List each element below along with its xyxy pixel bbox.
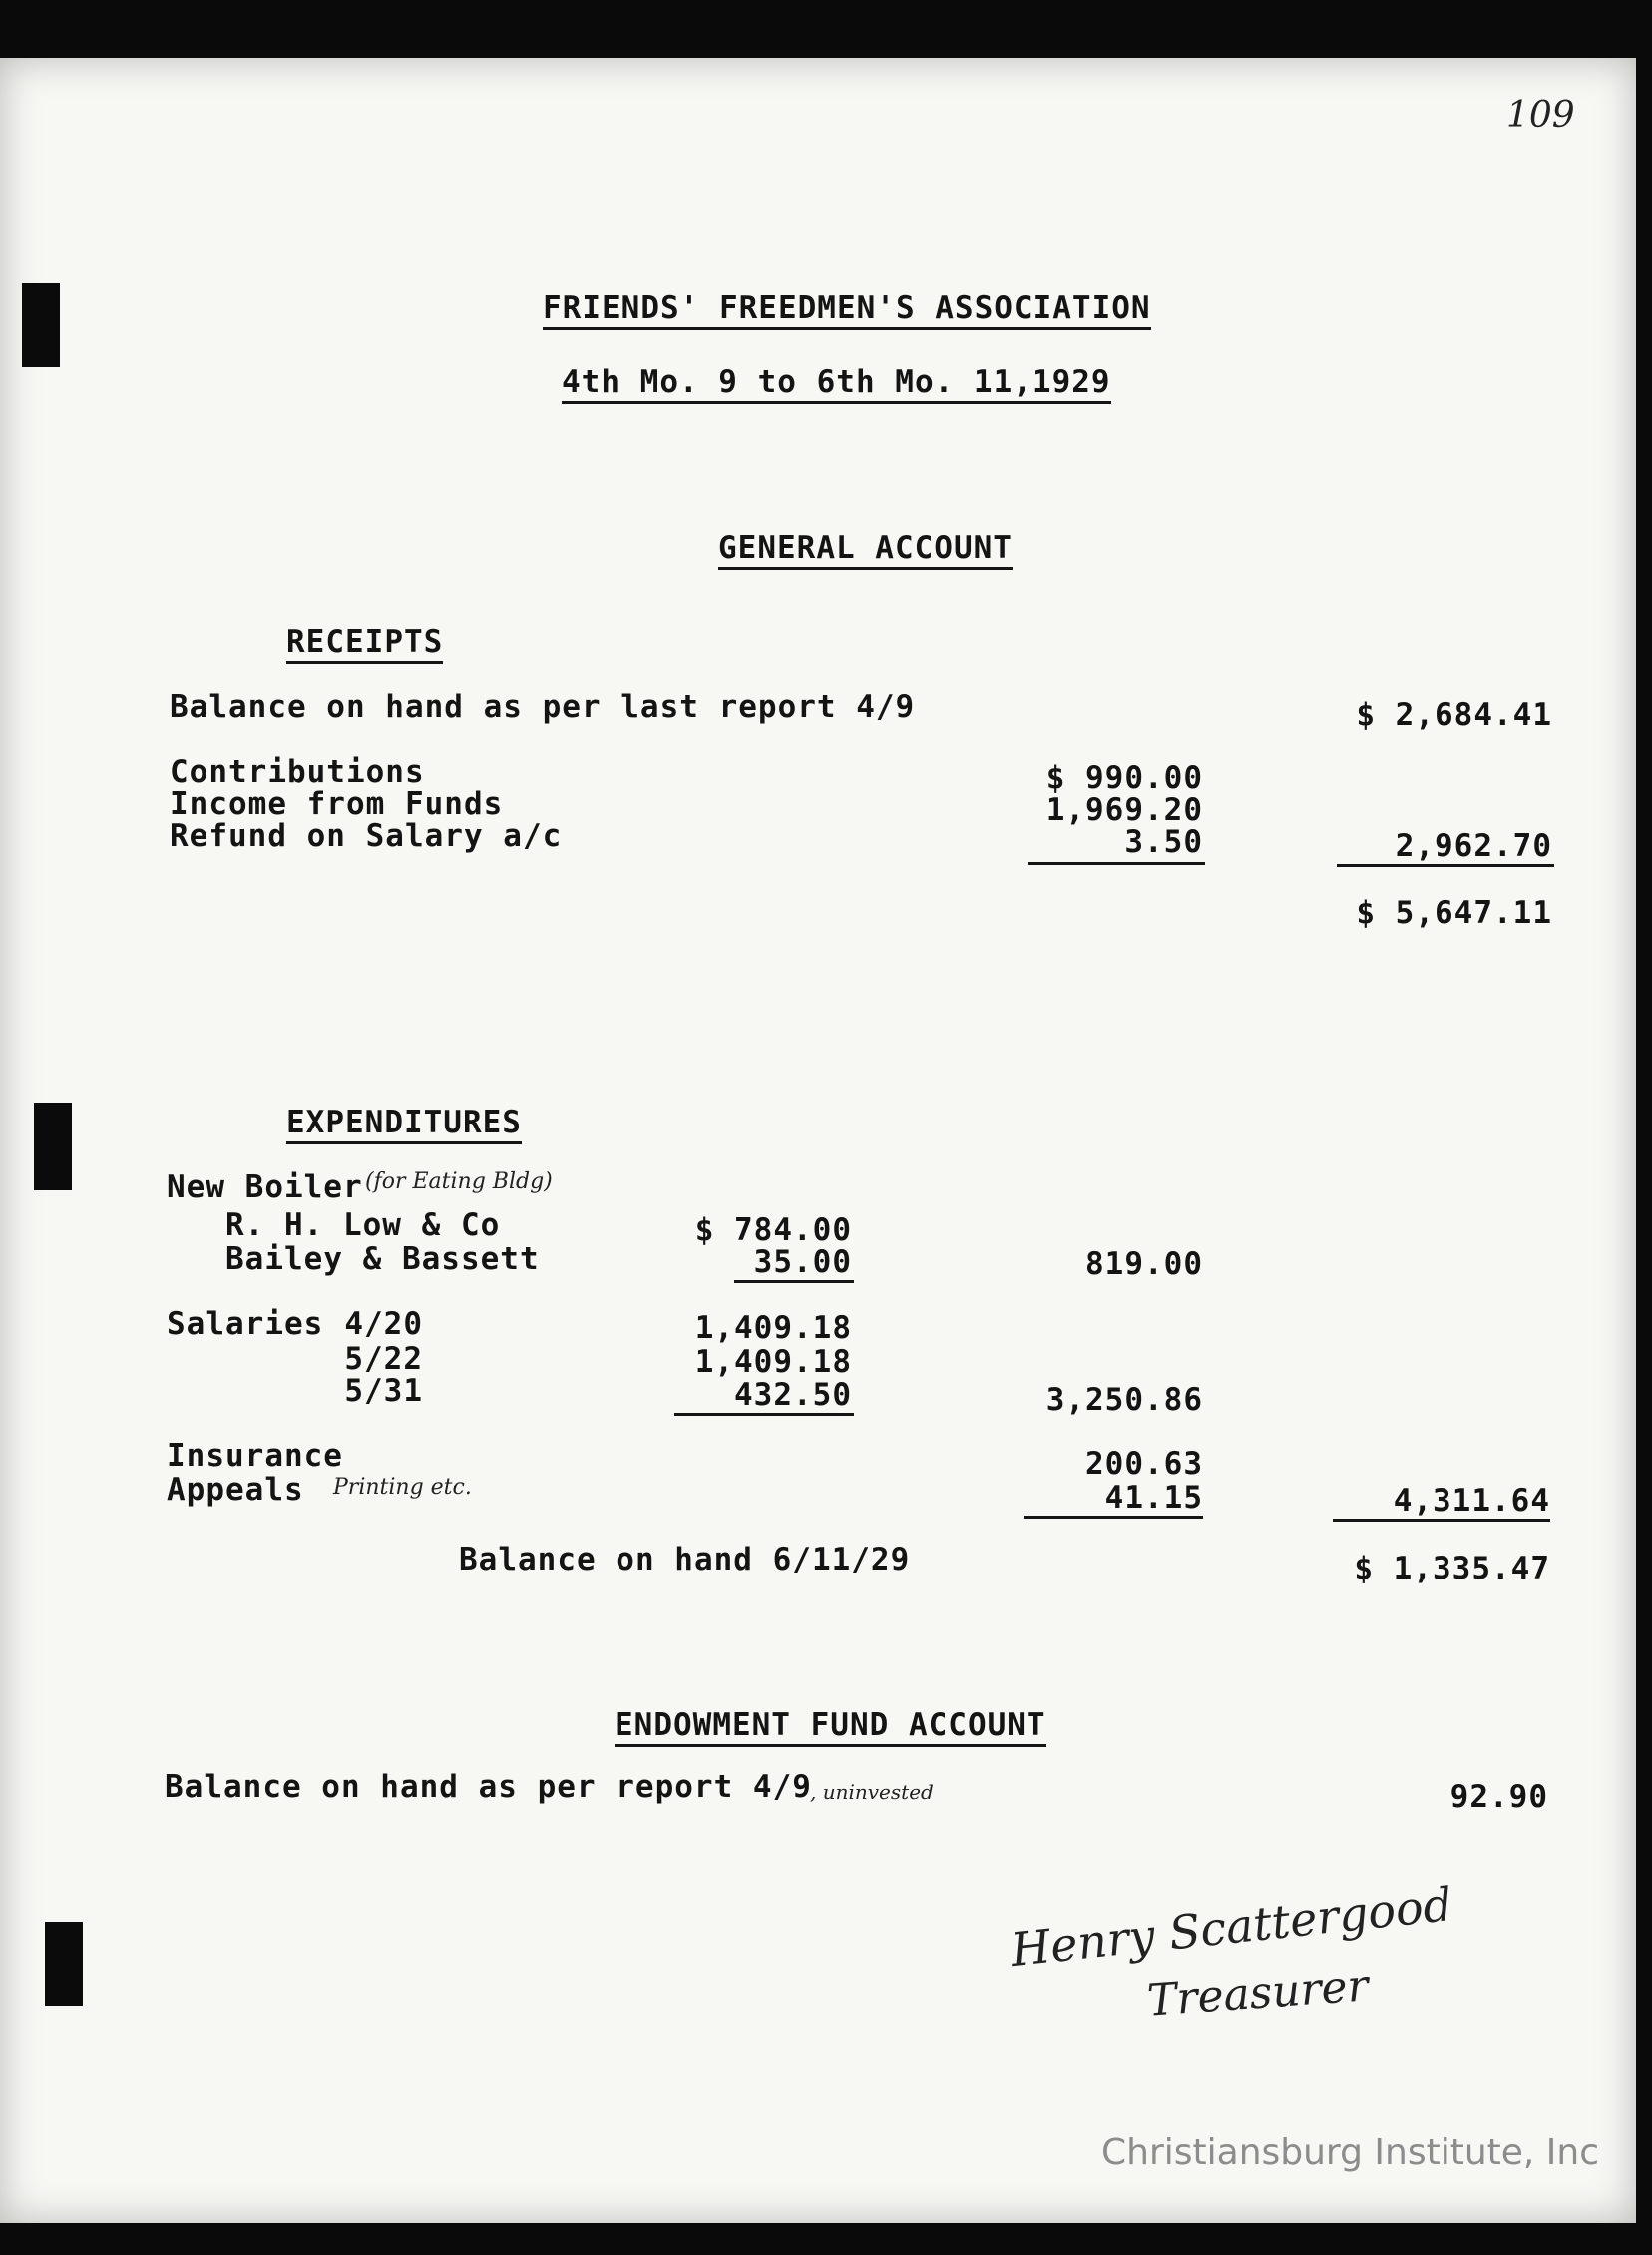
general-account-title: GENERAL ACCOUNT	[718, 533, 1013, 570]
closing-balance-amount: $ 1,335.47	[1354, 1551, 1550, 1586]
receipts-subtotal: 2,962.70	[1395, 828, 1552, 864]
salary-date-3: 5/31	[344, 1373, 423, 1409]
insurance-amount: 200.63	[1085, 1446, 1203, 1482]
boiler-rule	[734, 1280, 854, 1283]
appeals-label: Appeals	[167, 1472, 304, 1508]
report-period: 4th Mo. 9 to 6th Mo. 11,1929	[562, 367, 1111, 404]
receipts-subtotal-rule	[1337, 864, 1554, 867]
endowment-amount: 92.90	[1449, 1779, 1548, 1815]
receipts-heading: RECEIPTS	[286, 627, 443, 664]
margin-mark-top	[22, 283, 60, 367]
salary-date-1: 4/20	[344, 1306, 423, 1342]
opening-balance-label: Balance on hand as per last report 4/9	[170, 689, 916, 725]
receipt-label-contributions: Contributions	[170, 754, 425, 790]
boiler-label: New Boiler	[167, 1169, 363, 1205]
boiler-vendor-bailey: Bailey & Bassett	[225, 1241, 540, 1277]
boiler-vendor-low: R. H. Low & Co	[225, 1207, 501, 1243]
closing-balance-label: Balance on hand 6/11/29	[459, 1542, 911, 1578]
org-title: FRIENDS' FREEDMEN'S ASSOCIATION	[543, 293, 1151, 330]
opening-balance-amount: $ 2,684.41	[1356, 697, 1552, 733]
salaries-label: Salaries	[167, 1306, 324, 1342]
receipt-amount-income: 1,969.20	[1045, 792, 1203, 828]
salary-date-2: 5/22	[344, 1341, 423, 1377]
receipt-label-income: Income from Funds	[170, 786, 504, 822]
expenditures-total: 4,311.64	[1393, 1483, 1550, 1519]
receipt-amount-contributions: $ 990.00	[1045, 760, 1203, 796]
signature-name: Henry Scattergood	[1008, 1876, 1455, 1978]
expenditures-total-rule	[1333, 1519, 1550, 1522]
endowment-note: , uninvested	[810, 1780, 934, 1804]
salaries-rule	[674, 1413, 854, 1416]
endowment-label: Balance on hand as per report 4/9	[165, 1769, 812, 1805]
appeals-amount: 41.15	[1104, 1480, 1203, 1516]
receipt-amount-refund: 3.50	[1124, 824, 1203, 860]
boiler-total: 819.00	[1085, 1246, 1203, 1282]
boiler-amount-low: $ 784.00	[694, 1212, 852, 1248]
receipts-total: $ 5,647.11	[1356, 895, 1552, 931]
receipts-items-rule	[1028, 862, 1205, 865]
expenditures-heading: EXPENDITURES	[286, 1108, 522, 1144]
boiler-amount-bailey: 35.00	[753, 1244, 852, 1280]
endowment-title: ENDOWMENT FUND ACCOUNT	[615, 1710, 1046, 1747]
salary-amount-1: 1,409.18	[694, 1310, 852, 1346]
margin-mark-middle	[34, 1103, 72, 1190]
signature-title: Treasurer	[1145, 1960, 1371, 2027]
paper-sheet	[0, 58, 1636, 2223]
receipt-label-refund: Refund on Salary a/c	[170, 818, 563, 854]
salary-amount-2: 1,409.18	[694, 1344, 852, 1380]
expenditure-items-rule	[1024, 1516, 1203, 1519]
margin-mark-bottom	[45, 1922, 83, 2006]
boiler-note: (for Eating Bldg)	[365, 1169, 553, 1194]
salaries-total: 3,250.86	[1045, 1382, 1203, 1418]
insurance-label: Insurance	[167, 1438, 343, 1474]
salary-amount-3: 432.50	[734, 1377, 852, 1413]
watermark: Christiansburg Institute, Inc	[1101, 2132, 1600, 2173]
page-number: 109	[1506, 95, 1575, 136]
appeals-note: Printing etc.	[333, 1475, 472, 1500]
